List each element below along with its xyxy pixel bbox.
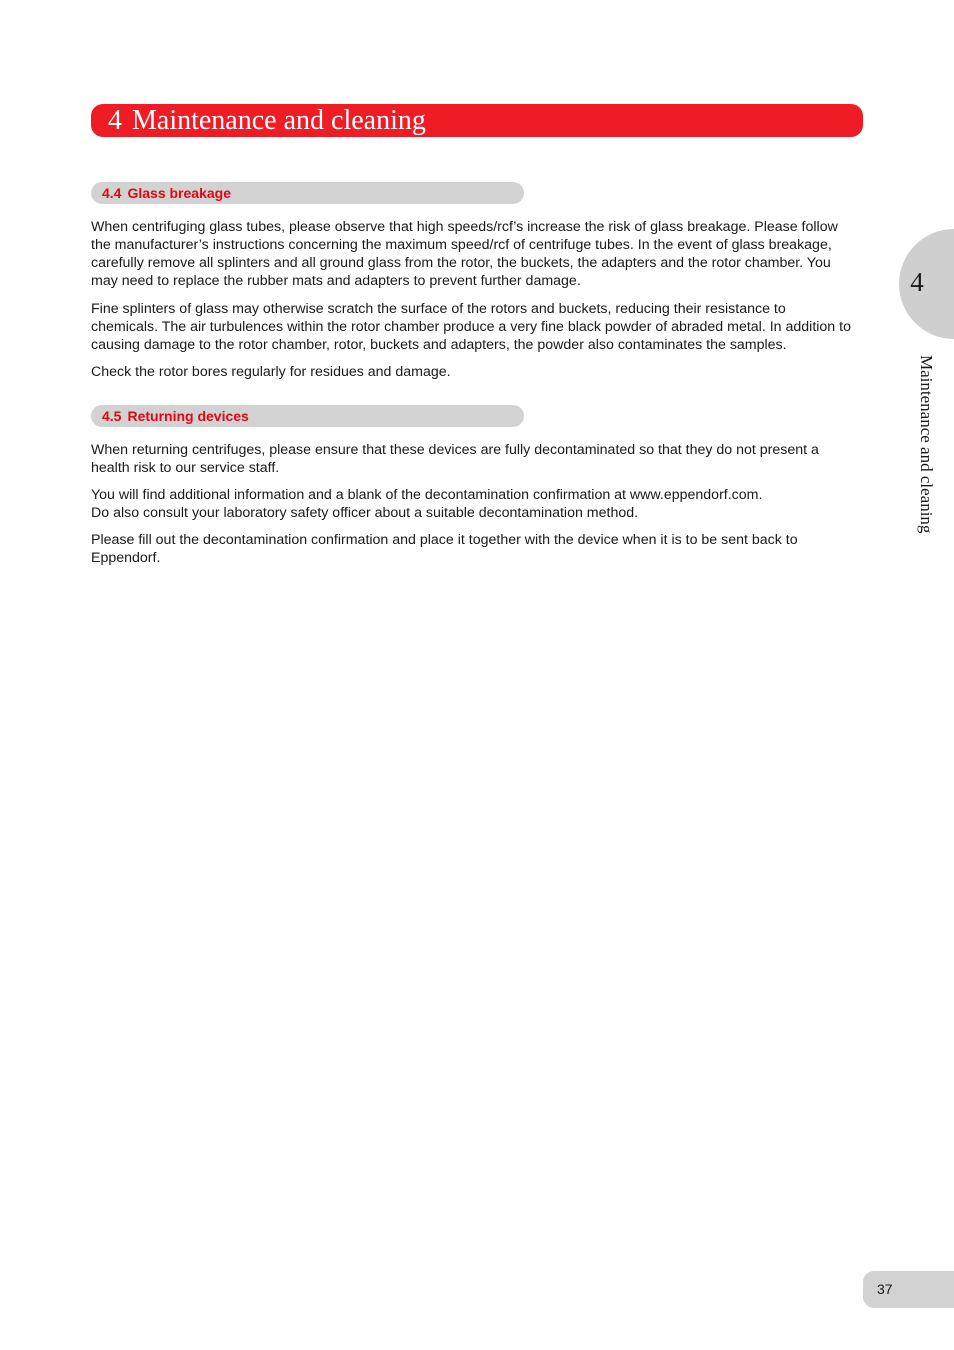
paragraph-glass-breakage-3: Check the rotor bores regularly for residues and damage. [91,364,451,380]
section-title-text: Glass breakage [127,185,231,201]
section-number: 4.4 [102,185,122,201]
section-title [102,185,231,201]
paragraph-returning-devices-2: You will find additional information and a blank of the decontamination confirmation at www.eppendorf.com. [91,487,763,503]
paragraph-glass-breakage-1: When centrifuging glass tubes, please observe that high speeds/rcf’s increase the risk of glass breakage. Please follow the manufacturer’s instructions concerning the maximum speed/rcf of centrifuge tubes. In the event of glass breakage, carefully remove all splinters and all ground glass from the rotor, the buckets, the adapters and the rotor chamber. You may need to replace the rubber mats and adapters to prevent further damage. [91,219,838,289]
chapter-number: 4 [108,105,122,136]
page-number: 37 [877,1281,893,1297]
chapter-side-label: Maintenance and cleaning [917,355,936,534]
paragraph-returning-devices-4: Please fill out the decontamination confirmation and place it together with the device when it is to be sent back to Eppendorf. [91,532,798,566]
section-heading-glass-breakage [91,182,524,204]
page-number-tab [863,1271,954,1308]
section-title [102,408,249,424]
paragraph-glass-breakage-2: Fine splinters of glass may otherwise scratch the surface of the rotors and buckets, reducing their resistance to chemicals. The air turbulences within the rotor chamber produce a very fine black powder of abraded metal. In addition to causing damage to the rotor chamber, rotor, buckets and adapters, the powder also contaminates the samples. [91,301,851,353]
chapter-title [108,105,426,136]
paragraph-returning-devices-3: Do also consult your laboratory safety officer about a suitable decontamination method. [91,505,639,521]
chapter-title-text: Maintenance and cleaning [132,105,426,136]
paragraph-returning-devices-1: When returning centrifuges, please ensure that these devices are fully decontaminated so that they do not present a health risk to our service staff. [91,442,819,476]
chapter-header-bar [91,104,863,137]
section-heading-returning-devices [91,405,524,427]
section-number: 4.5 [102,408,122,424]
section-title-text: Returning devices [127,408,249,424]
chapter-side-tab-number: 4 [910,267,924,297]
